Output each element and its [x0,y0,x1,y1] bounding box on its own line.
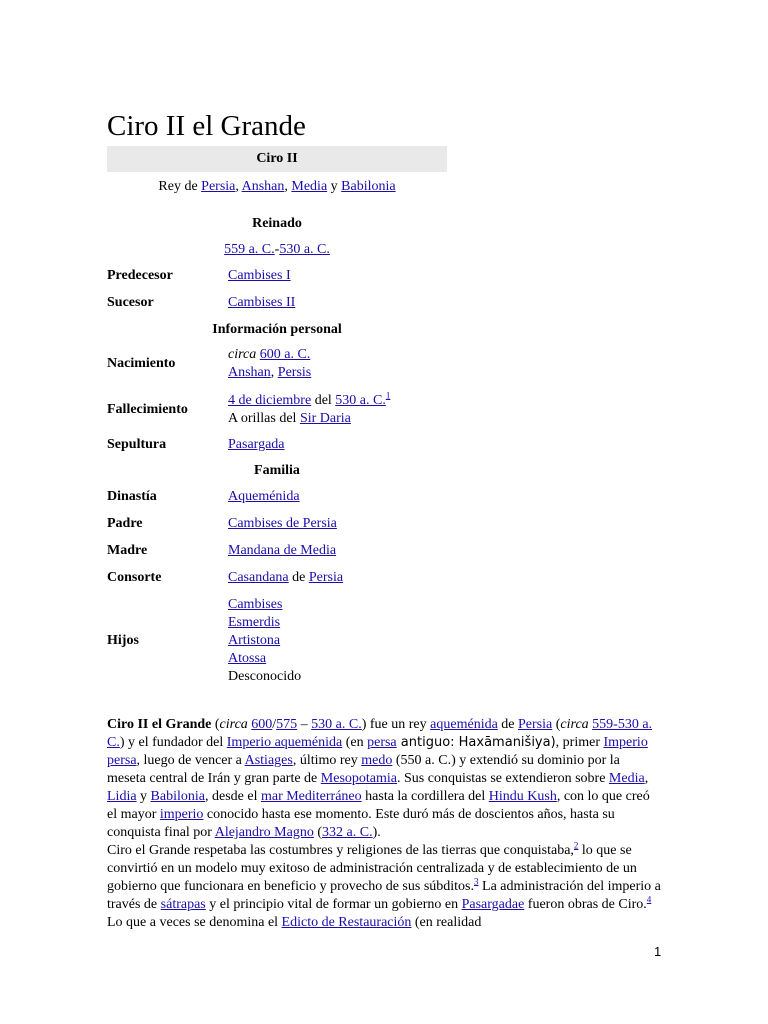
link-anshan[interactable]: Anshan [241,179,285,194]
article-link[interactable]: Alejandro Magno [214,825,314,840]
label-predecesor: Predecesor [107,268,173,283]
row-padre [107,515,447,533]
infobox [107,146,447,686]
section-personal: Información personal [212,322,342,337]
row-sepultura [107,436,447,454]
link-media[interactable]: Media [291,179,328,194]
reference-link[interactable]: 3 [474,876,479,887]
link-aquemenida[interactable]: Aqueménida [228,489,300,504]
text-run: lo que se convirtió en un modelo muy exitoso de administración centralizada y de establecimiento de un gobierno que funcionara en beneficio y provecho de sus súbditos. [107,843,637,894]
text-run: Lo que a veces se denomina el [107,915,282,930]
section-reinado: Reinado [252,216,302,231]
link-hijo-esmerdis[interactable]: Esmerdis [228,615,281,630]
article-link[interactable]: 530 a. C. [311,717,362,732]
text-run: , luego de vencer a [136,753,245,768]
text-run: – [297,717,312,732]
article-link[interactable]: 600 [251,717,273,732]
text-run: hasta la cordillera del [361,789,489,804]
text-run: ). [372,825,381,840]
reign-dates [107,241,447,259]
label-hijos: Hijos [107,633,139,648]
article-link[interactable]: 575 [276,717,298,732]
link-death-year[interactable]: 530 a. C. [335,393,386,408]
infobox-header: Ciro II [107,146,447,172]
text-run: , desde el [204,789,261,804]
label-sucesor: Sucesor [107,295,154,310]
italic-text: circa [560,717,589,732]
link-predecesor[interactable]: Cambises I [228,268,291,283]
link-hijo-artistona[interactable]: Artistona [228,633,281,648]
link-casandana[interactable]: Casandana [228,570,289,585]
link-hijo-cambises[interactable]: Cambises [228,597,283,612]
text-run: , último rey [292,753,362,768]
text-run: ( [211,717,220,732]
page-title: Ciro II el Grande [107,110,306,142]
article-link[interactable]: sátrapas [160,897,206,912]
article-link[interactable]: Imperio persa [107,735,648,768]
article-link[interactable]: Lidia [107,789,137,804]
text-run: fueron obras de Ciro. [524,897,647,912]
text-run: , primer [555,735,604,750]
link-death-date[interactable]: 4 de diciembre [228,393,312,408]
article-link[interactable]: Media [608,771,645,786]
text-run: . Sus conquistas se extendieron sobre [397,771,609,786]
text-run: , [644,771,649,786]
paragraph-1 [107,716,662,842]
link-madre[interactable]: Mandana de Media [228,543,337,558]
separator: y [327,179,342,194]
link-anshan-birth[interactable]: Anshan [228,365,271,380]
article-link[interactable]: aqueménida [430,717,498,732]
label-consorte: Consorte [107,570,162,585]
article-body [107,716,662,932]
reference [647,894,652,904]
death-del: del [311,393,336,408]
link-nacimiento-year[interactable]: 600 a. C. [259,347,311,362]
link-hijo-atossa[interactable]: Atossa [228,651,267,666]
link-persis[interactable]: Persis [277,365,312,380]
text-run: / [272,717,277,732]
article-link[interactable]: Hindu Kush [488,789,557,804]
label-dinastia: Dinastía [107,489,157,504]
reign-separator: - [274,242,280,257]
text-run: (550 a. C.) y extendió su dominio por la meseta central de Irán y gran parte de [107,753,620,786]
article-link[interactable]: persa [367,735,397,750]
link-pasargada[interactable]: Pasargada [228,437,285,452]
article-link[interactable]: Astiages [244,753,293,768]
article-link[interactable]: mar Mediterráneo [260,789,362,804]
paragraph-2 [107,842,662,932]
row-sucesor [107,294,447,312]
row-madre [107,542,447,560]
separator: , [270,365,278,380]
article-link[interactable]: imperio [159,807,204,822]
italic-text: circa [219,717,248,732]
text-run: y el principio vital de formar un gobierno en [205,897,462,912]
reference-link[interactable]: 4 [646,894,652,905]
article-link[interactable]: Imperio aqueménida [226,735,343,750]
link-reign-end[interactable]: 530 a. C. [279,242,330,257]
reference-1[interactable]: 1 [385,390,391,401]
separator: , [284,179,292,194]
text-run: (en realidad [411,915,482,930]
label-padre: Padre [107,516,143,531]
subtitle-prefix: Rey de [158,179,202,194]
text-run: ( [313,825,323,840]
row-predecesor [107,267,447,285]
label-nacimiento: Nacimiento [107,356,176,371]
label-madre: Madre [107,543,148,558]
text-run: ( [552,717,561,732]
text-run: de [497,717,519,732]
row-hijos [107,596,447,686]
consorte-de: de [288,570,309,585]
death-place-prefix: A orillas del [228,411,300,426]
article-link[interactable]: Persia [518,717,553,732]
link-babilonia[interactable]: Babilonia [341,179,396,194]
text-run: La administración del imperio a través de [107,879,661,912]
row-fallecimiento [107,392,447,428]
row-nacimiento [107,346,447,382]
text-run: ) fue un rey [361,717,431,732]
transliteration: antiguo: Haxāmanišiya) [396,735,556,750]
page-number: 1 [654,944,662,959]
article-link[interactable]: medo [361,753,393,768]
infobox-subtitle [107,177,447,197]
link-persia[interactable]: Persia [201,179,236,194]
separator: , [235,179,242,194]
text-run: Ciro el Grande respetaba las costumbres y religiones de las tierras que conquistaba, [107,843,574,858]
article-link[interactable]: Babilonia [150,789,205,804]
reference-link[interactable]: 2 [573,840,579,851]
article-link[interactable]: Pasargadae [461,897,525,912]
label-sepultura: Sepultura [107,437,167,452]
text-run: (en [342,735,368,750]
text-run: y [136,789,151,804]
article-link[interactable]: 332 a. C. [322,825,373,840]
text-run: , con lo que creó el mayor [107,789,650,822]
row-dinastia [107,488,447,506]
link-reign-start[interactable]: 559 a. C. [224,242,275,257]
article-link[interactable]: Mesopotamia [320,771,397,786]
bold-text: Ciro II el Grande [107,717,212,732]
text-run: conocido hasta ese momento. Este duró más de doscientos años, hasta su conquista final por [107,807,615,840]
link-sir-daria[interactable]: Sir Daria [299,411,351,426]
link-padre[interactable]: Cambises de Persia [228,516,337,531]
hijo-desconocido: Desconocido [228,669,302,684]
text-run: ) y el fundador del [119,735,227,750]
link-persia-consorte[interactable]: Persia [308,570,344,585]
article-link[interactable]: 559-530 a. C. [107,717,653,750]
section-familia: Familia [254,463,300,478]
article-link[interactable]: Edicto de Restauración [281,915,412,930]
label-fallecimiento: Fallecimiento [107,402,188,417]
link-sucesor[interactable]: Cambises II [228,295,296,310]
row-consorte [107,569,447,587]
nacimiento-circa: circa [228,347,257,362]
